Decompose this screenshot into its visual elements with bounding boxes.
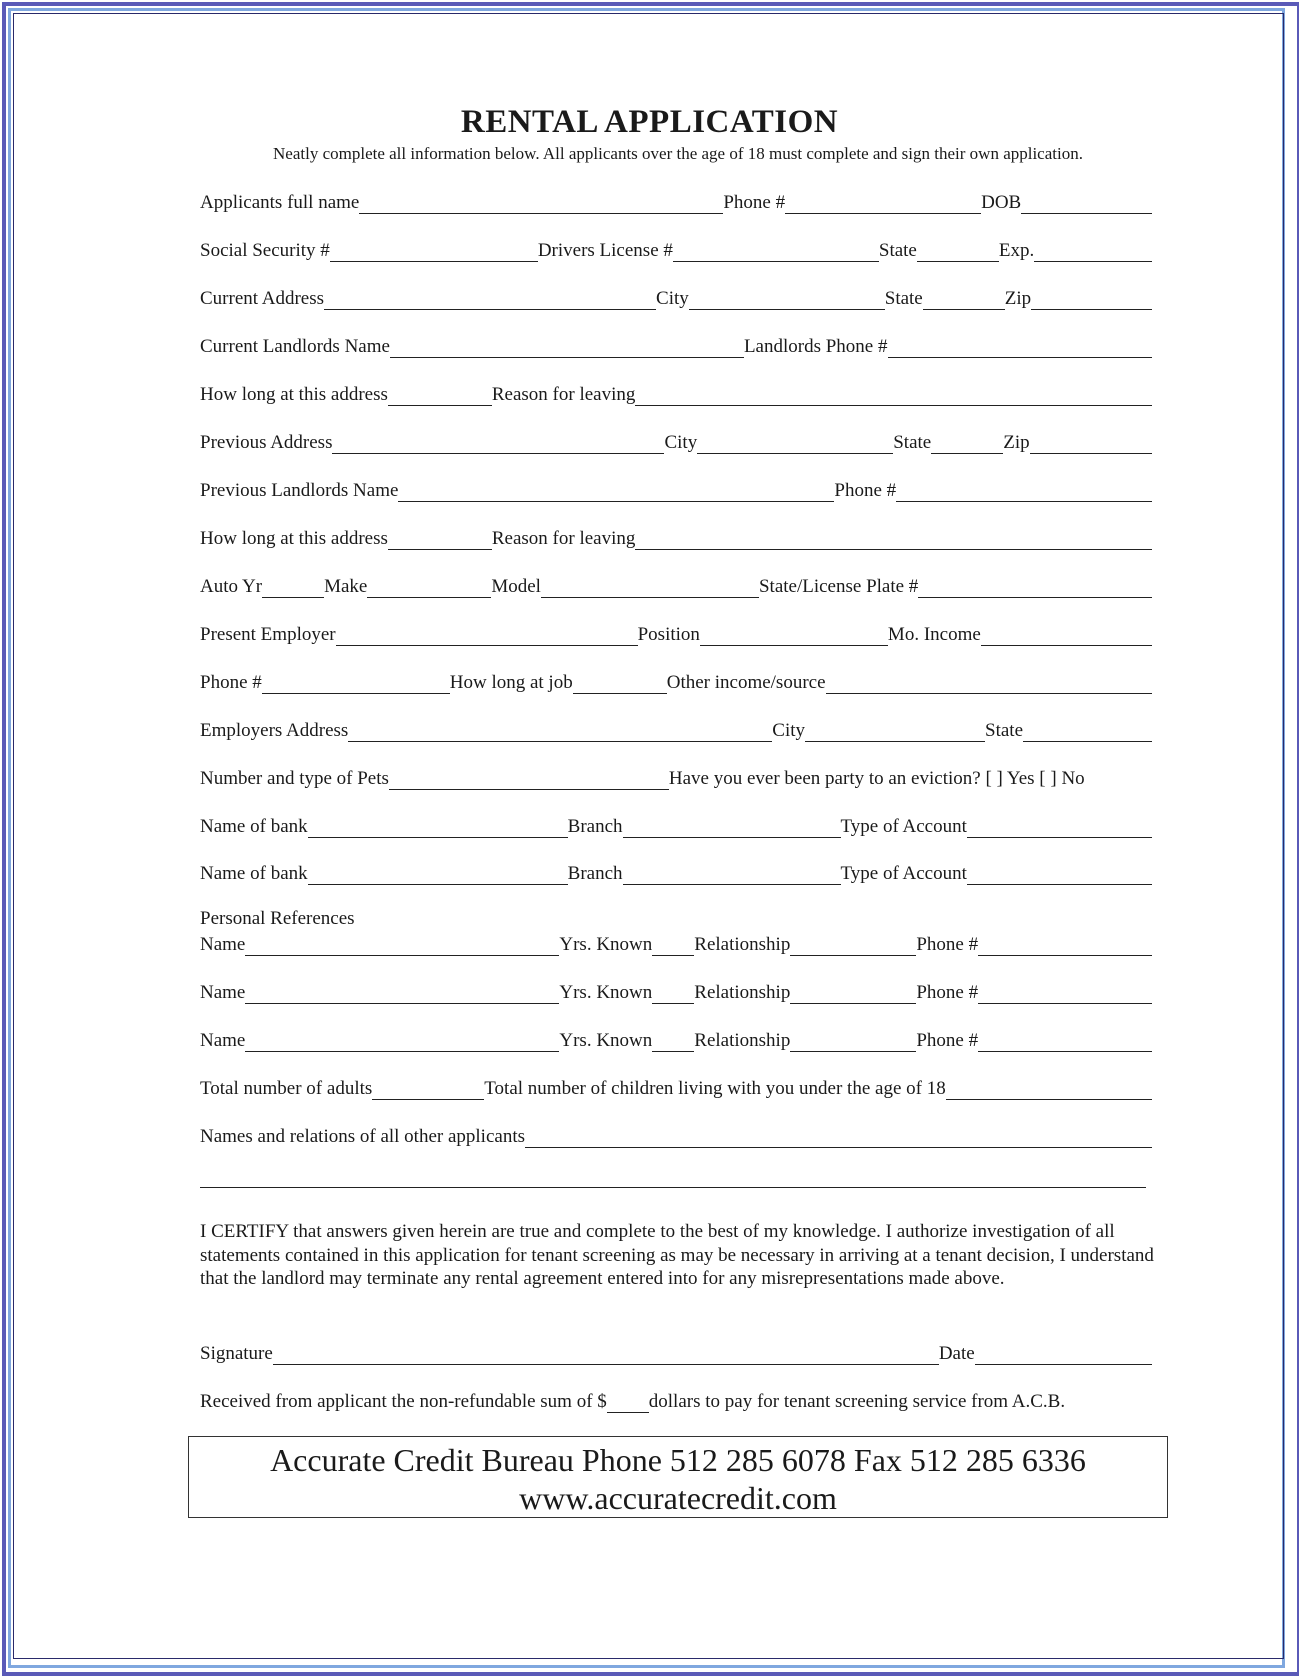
label-employers-address: Employers Address (200, 720, 349, 741)
label-ref-phone: Phone # (916, 934, 979, 955)
dob-field[interactable] (1021, 196, 1152, 214)
other-income-field[interactable] (826, 676, 1152, 694)
employer-city-field[interactable] (805, 724, 985, 742)
label-yrs-known-3: Yrs. Known (559, 1030, 653, 1051)
row-reference-3 (200, 1028, 1152, 1052)
total-children-field[interactable] (946, 1082, 1152, 1100)
footer-contact-line: Accurate Credit Bureau Phone 512 285 6078 Fax 512 285 6336 (270, 1442, 1086, 1478)
row-signature (200, 1341, 1152, 1365)
present-employer-field[interactable] (336, 628, 638, 646)
current-state-field[interactable] (923, 292, 1005, 310)
label-date: Date (938, 1343, 975, 1364)
label-present-employer: Present Employer (200, 624, 336, 645)
account-type-2-field[interactable] (967, 867, 1152, 885)
license-plate-field[interactable] (918, 580, 1152, 598)
employer-state-field[interactable] (1023, 724, 1152, 742)
make-field[interactable] (367, 580, 491, 598)
label-phone: Phone # (723, 192, 786, 213)
how-long-current-field[interactable] (388, 388, 492, 406)
model-field[interactable] (541, 580, 759, 598)
label-ssn: Social Security # (200, 240, 330, 261)
form-instructions: Neatly complete all information below. All applicants over the age of 18 must complete and sign their own application. (273, 144, 1083, 163)
date-field[interactable] (975, 1347, 1152, 1365)
how-long-job-field[interactable] (573, 676, 667, 694)
label-branch-2: Branch (567, 863, 623, 884)
label-total-children: Total number of children living with you under the age of 18 (484, 1078, 946, 1099)
label-fee-received: Received from applicant the non-refundable sum of $ (200, 1391, 607, 1412)
form-title: RENTAL APPLICATION (460, 104, 839, 140)
row-pets-eviction (200, 766, 1152, 790)
row-other-applicants (200, 1124, 1152, 1148)
label-city: City (656, 288, 689, 309)
applicant-name-field[interactable] (359, 196, 723, 214)
label-account-type: Type of Account (840, 816, 967, 837)
label-yrs-known: Yrs. Known (559, 934, 653, 955)
previous-landlord-field[interactable] (398, 484, 834, 502)
drivers-license-field[interactable] (673, 244, 879, 262)
label-mo-income: Mo. Income (887, 624, 981, 645)
phone-field[interactable] (785, 196, 981, 214)
label-ref-name-3: Name (200, 1030, 246, 1051)
label-ref-phone-2: Phone # (916, 982, 979, 1003)
ref-2-phone-field[interactable] (978, 986, 1152, 1004)
label-ref-name: Name (200, 934, 246, 955)
previous-address-field[interactable] (332, 436, 664, 454)
current-zip-field[interactable] (1031, 292, 1152, 310)
row-reference-1 (200, 932, 1152, 956)
label-how-long-job: How long at job (449, 672, 573, 693)
label-current-landlord: Current Landlords Name (200, 336, 390, 357)
account-type-1-field[interactable] (967, 820, 1152, 838)
label-dl-state: State (878, 240, 917, 261)
label-total-adults: Total number of adults (200, 1078, 373, 1099)
ref-3-name-field[interactable] (245, 1034, 559, 1052)
row-current-address (200, 286, 1152, 310)
label-position: Position (637, 624, 700, 645)
branch-2-field[interactable] (623, 867, 841, 885)
label-how-long: How long at this address (200, 384, 388, 405)
label-emp-state: State (985, 720, 1024, 741)
bank-name-1-field[interactable] (308, 820, 568, 838)
mo-income-field[interactable] (981, 628, 1152, 646)
label-ref-name-2: Name (200, 982, 246, 1003)
label-license-plate: State/License Plate # (758, 576, 919, 597)
row-how-long-previous (200, 526, 1152, 550)
label-relationship-2: Relationship (694, 982, 791, 1003)
label-pets: Number and type of Pets (200, 768, 389, 789)
ref-3-yrs-field[interactable] (652, 1034, 694, 1052)
footer-website[interactable]: www.accuratecredit.com (519, 1480, 837, 1516)
current-landlord-field[interactable] (390, 340, 744, 358)
label-yrs-known-2: Yrs. Known (559, 982, 653, 1003)
row-ssn (200, 238, 1152, 262)
label-current-address: Current Address (200, 288, 325, 309)
bank-name-2-field[interactable] (308, 867, 568, 885)
ref-2-relationship-field[interactable] (790, 986, 916, 1004)
label-other-applicants: Names and relations of all other applicants (200, 1126, 526, 1147)
employers-address-field[interactable] (348, 724, 772, 742)
ref-1-yrs-field[interactable] (652, 938, 694, 956)
label-state: State (884, 288, 923, 309)
employer-phone-field[interactable] (262, 676, 450, 694)
previous-landlord-phone-field[interactable] (896, 484, 1152, 502)
ssn-field[interactable] (330, 244, 538, 262)
label-model: Model (491, 576, 541, 597)
position-field[interactable] (700, 628, 888, 646)
label-exp: Exp. (998, 240, 1035, 261)
ref-1-phone-field[interactable] (978, 938, 1152, 956)
row-current-landlord (200, 334, 1152, 358)
row-employer (200, 622, 1152, 646)
label-other-income: Other income/source (666, 672, 826, 693)
exp-field[interactable] (1034, 244, 1152, 262)
label-previous-address: Previous Address (200, 432, 333, 453)
label-reason-leaving-prev: Reason for leaving (491, 528, 636, 549)
label-signature: Signature (200, 1343, 273, 1364)
current-city-field[interactable] (689, 292, 885, 310)
other-applicants-field[interactable] (525, 1130, 1152, 1148)
label-prev-zip: Zip (1003, 432, 1030, 453)
previous-city-field[interactable] (697, 436, 893, 454)
ref-1-name-field[interactable] (245, 938, 559, 956)
label-emp-city: City (772, 720, 806, 741)
ref-2-yrs-field[interactable] (652, 986, 694, 1004)
label-auto-yr: Auto Yr (200, 576, 263, 597)
row-applicant-name (200, 190, 1152, 214)
label-account-type-2: Type of Account (840, 863, 967, 884)
row-employer-address (200, 718, 1152, 742)
row-previous-address (200, 430, 1152, 454)
label-how-long-prev: How long at this address (200, 528, 388, 549)
label-employer-phone: Phone # (200, 672, 262, 693)
label-drivers-license: Drivers License # (537, 240, 673, 261)
dl-state-field[interactable] (917, 244, 999, 262)
eviction-question[interactable]: Have you ever been party to an eviction? [ ] Yes [ ] No (668, 768, 1085, 789)
row-bank-1 (200, 814, 1152, 838)
auto-yr-field[interactable] (262, 580, 324, 598)
previous-state-field[interactable] (931, 436, 1003, 454)
fee-amount-field[interactable] (607, 1395, 649, 1413)
certification-statement: I CERTIFY that answers given herein are true and complete to the best of my knowledge. I authorize investigation of all statements contained in this application for tenant screening as may be necessary in arriving at a tenant decision, I understand that the landlord may terminate any rental agreement entered into for any misrepresentations made above. (200, 1221, 1154, 1289)
label-landlord-phone: Landlords Phone # (743, 336, 888, 357)
pets-field[interactable] (389, 772, 669, 790)
row-bank-2 (200, 861, 1152, 885)
row-auto (200, 574, 1152, 598)
ref-2-name-field[interactable] (245, 986, 559, 1004)
other-applicants-continuation-field[interactable] (200, 1186, 1146, 1188)
label-prev-state: State (893, 432, 932, 453)
ref-3-phone-field[interactable] (978, 1034, 1152, 1052)
reason-leaving-current-field[interactable] (635, 388, 1152, 406)
current-address-field[interactable] (324, 292, 656, 310)
label-bank-name: Name of bank (200, 816, 308, 837)
label-bank-name-2: Name of bank (200, 863, 308, 884)
label-relationship: Relationship (694, 934, 791, 955)
reason-leaving-previous-field[interactable] (635, 532, 1152, 550)
row-previous-landlord (200, 478, 1152, 502)
label-previous-landlord: Previous Landlords Name (200, 480, 399, 501)
label-relationship-3: Relationship (694, 1030, 791, 1051)
row-how-long-current (200, 382, 1152, 406)
references-heading: Personal References (200, 908, 355, 929)
label-prev-landlord-phone: Phone # (834, 480, 897, 501)
row-employer-phone (200, 670, 1152, 694)
ref-3-relationship-field[interactable] (790, 1034, 916, 1052)
landlord-phone-field[interactable] (888, 340, 1153, 358)
row-fee-receipt (200, 1389, 1152, 1413)
branch-1-field[interactable] (623, 820, 841, 838)
label-reason-leaving: Reason for leaving (491, 384, 636, 405)
how-long-previous-field[interactable] (388, 532, 492, 550)
label-zip: Zip (1004, 288, 1032, 309)
previous-zip-field[interactable] (1030, 436, 1152, 454)
label-applicant-name: Applicants full name (200, 192, 360, 213)
row-occupants (200, 1076, 1152, 1100)
signature-field[interactable] (273, 1347, 939, 1365)
label-fee-purpose: dollars to pay for tenant screening service from A.C.B. (648, 1391, 1066, 1412)
label-branch: Branch (567, 816, 623, 837)
total-adults-field[interactable] (372, 1082, 484, 1100)
label-dob: DOB (981, 192, 1022, 213)
label-ref-phone-3: Phone # (916, 1030, 979, 1051)
row-reference-2 (200, 980, 1152, 1004)
label-prev-city: City (664, 432, 698, 453)
ref-1-relationship-field[interactable] (790, 938, 916, 956)
footer-contact-box (188, 1436, 1168, 1518)
label-make: Make (324, 576, 368, 597)
